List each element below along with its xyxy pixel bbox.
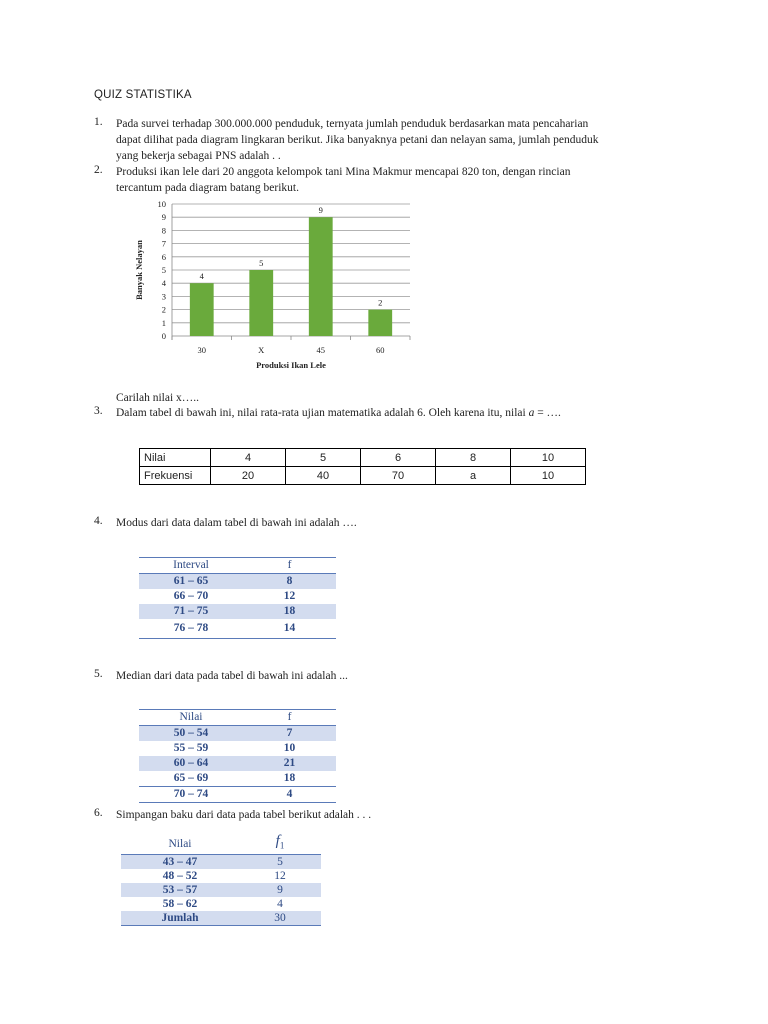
table-cell: 6: [361, 449, 436, 467]
f-subscript: 1: [279, 840, 285, 851]
q2-text: [116, 164, 570, 196]
y-tick-label: 3: [161, 291, 166, 302]
table-cell: 48 – 52: [162, 870, 198, 882]
x-tick-label: X: [258, 345, 265, 355]
table-cell: 58 – 62: [162, 898, 198, 910]
table-cell: Frekuensi: [140, 467, 211, 485]
bar: [190, 283, 214, 336]
table-cell: 20: [211, 467, 286, 485]
page-title: QUIZ STATISTIKA: [94, 89, 192, 101]
table-cell: 40: [286, 467, 361, 485]
table-row: [139, 741, 336, 756]
y-axis-label: Banyak Nelayan: [134, 240, 144, 300]
table-row: [121, 869, 321, 883]
table-row: [139, 574, 336, 590]
table-row: [139, 589, 336, 604]
header-f1: [239, 834, 321, 855]
table-header-row: [139, 558, 336, 574]
data-label: 4: [199, 271, 204, 282]
table-cell: 4: [211, 449, 286, 467]
q1-text: [116, 116, 599, 164]
x-axis-label: Produksi Ikan Lele: [256, 360, 326, 370]
table-row: [121, 883, 321, 897]
q4-text: Modus dari data dalam tabel di bawah ini adalah ….: [116, 517, 357, 529]
q1-number: 1.: [94, 116, 103, 128]
q6-table: [121, 834, 321, 926]
table-row: [139, 756, 336, 771]
table-cell: 65 – 69: [173, 772, 209, 784]
q3-text-pre: Dalam tabel di bawah ini, nilai rata-rata ujian matematika adalah 6. Oleh karena itu, nilai: [116, 407, 526, 419]
table-cell: 30: [239, 911, 321, 926]
table-cell: 10: [511, 449, 586, 467]
table-cell: a: [436, 467, 511, 485]
q1-line-3: yang bekerja sebagai PNS adalah . .: [116, 150, 281, 162]
table-cell: 50 – 54: [139, 726, 243, 742]
y-tick-label: 8: [161, 225, 166, 236]
q2-after-text: Carilah nilai x…..: [116, 392, 200, 404]
y-tick-label: 5: [161, 265, 166, 275]
table-cell: 4: [243, 787, 336, 803]
table-cell: 53 – 57: [121, 883, 239, 897]
table-cell: 7: [243, 726, 336, 742]
q1-line-2: dapat dilihat pada diagram lingkaran berikut. Jika banyaknya petani dan nelayan sama, jumlah penduduk: [116, 134, 599, 146]
bar: [249, 270, 273, 336]
table-cell: 76 – 78: [139, 619, 243, 639]
data-label: 2: [378, 297, 383, 308]
table-row: [140, 467, 586, 485]
table-row: [139, 771, 336, 787]
q2-number: 2.: [94, 164, 103, 176]
table-row: [121, 911, 321, 926]
table-cell: 43 – 47: [121, 855, 239, 870]
table-cell: 14: [243, 619, 336, 639]
table-cell: 55 – 59: [173, 742, 209, 754]
table-cell: 5: [239, 855, 321, 870]
table-cell: Jumlah: [121, 911, 239, 926]
table-row: [139, 619, 336, 639]
table-cell: 10: [511, 467, 586, 485]
q2-line-2: tercantum pada diagram batang berikut.: [116, 182, 299, 194]
table-cell: 18: [283, 772, 296, 784]
table-cell: 60 – 64: [139, 756, 243, 771]
table-cell: 12: [283, 590, 296, 602]
q4-number: 4.: [94, 515, 103, 527]
header-f: f: [243, 558, 336, 574]
table-row: [139, 604, 336, 619]
q3-text-post: = ….: [537, 407, 561, 419]
y-tick-label: 6: [161, 251, 166, 262]
y-tick-label: 10: [157, 199, 166, 209]
data-label: 9: [318, 205, 323, 216]
table-cell: 61 – 65: [139, 574, 243, 590]
x-tick-label: 30: [197, 345, 206, 355]
table-cell: 21: [243, 756, 336, 771]
y-tick-label: 9: [161, 212, 166, 223]
f-symbol: f: [275, 833, 280, 850]
q5-text: Median dari data pada tabel di bawah ini adalah ...: [116, 670, 348, 682]
q5-table: [139, 709, 336, 803]
q6-number: 6.: [94, 807, 103, 819]
table-cell: Nilai: [140, 449, 211, 467]
y-tick-label: 1: [161, 317, 166, 328]
x-tick-label: 60: [376, 345, 385, 355]
table-cell: 10: [283, 742, 296, 754]
bar: [309, 217, 333, 336]
table-cell: 4: [277, 898, 283, 910]
q3-number: 3.: [94, 405, 103, 417]
q3-table: [139, 448, 586, 485]
table-cell: 71 – 75: [139, 604, 243, 619]
table-cell: 8: [243, 574, 336, 590]
table-row: [121, 855, 321, 870]
table-cell: 70: [361, 467, 436, 485]
table-row: [121, 897, 321, 911]
data-label: 5: [259, 258, 264, 268]
q3-variable: a: [528, 407, 535, 419]
y-tick-label: 2: [161, 304, 166, 315]
x-tick-label: 45: [316, 345, 325, 355]
table-cell: 9: [239, 883, 321, 897]
header-f: f: [243, 710, 336, 726]
table-header-row: [139, 710, 336, 726]
table-cell: 5: [286, 449, 361, 467]
q4-table: [139, 557, 336, 639]
table-header-row: [121, 834, 321, 855]
header-nilai: Nilai: [121, 834, 239, 855]
y-tick-label: 7: [161, 238, 166, 249]
table-cell: 70 – 74: [139, 787, 243, 803]
bar: [368, 310, 392, 336]
table-cell: 8: [436, 449, 511, 467]
q3-text: [116, 405, 561, 421]
q1-line-1: Pada survei terhadap 300.000.000 penduduk, ternyata jumlah penduduk berdasarkan mata pencaharian: [116, 118, 589, 130]
header-interval: Interval: [139, 558, 243, 574]
q5-number: 5.: [94, 668, 103, 680]
y-tick-label: 0: [161, 331, 166, 341]
bar-chart: [130, 196, 420, 374]
q2-line-1: Produksi ikan lele dari 20 anggota kelompok tani Mina Makmur mencapai 820 ton, dengan rincian: [116, 166, 571, 178]
header-nilai: Nilai: [139, 710, 243, 726]
table-cell: 66 – 70: [173, 590, 209, 602]
table-row: [139, 726, 336, 742]
table-row: [140, 449, 586, 467]
y-tick-label: 4: [161, 278, 166, 289]
table-cell: 18: [243, 604, 336, 619]
q6-text: Simpangan baku dari data pada tabel berikut adalah . . .: [116, 809, 372, 821]
table-row: [139, 787, 336, 803]
table-cell: 12: [274, 870, 286, 882]
